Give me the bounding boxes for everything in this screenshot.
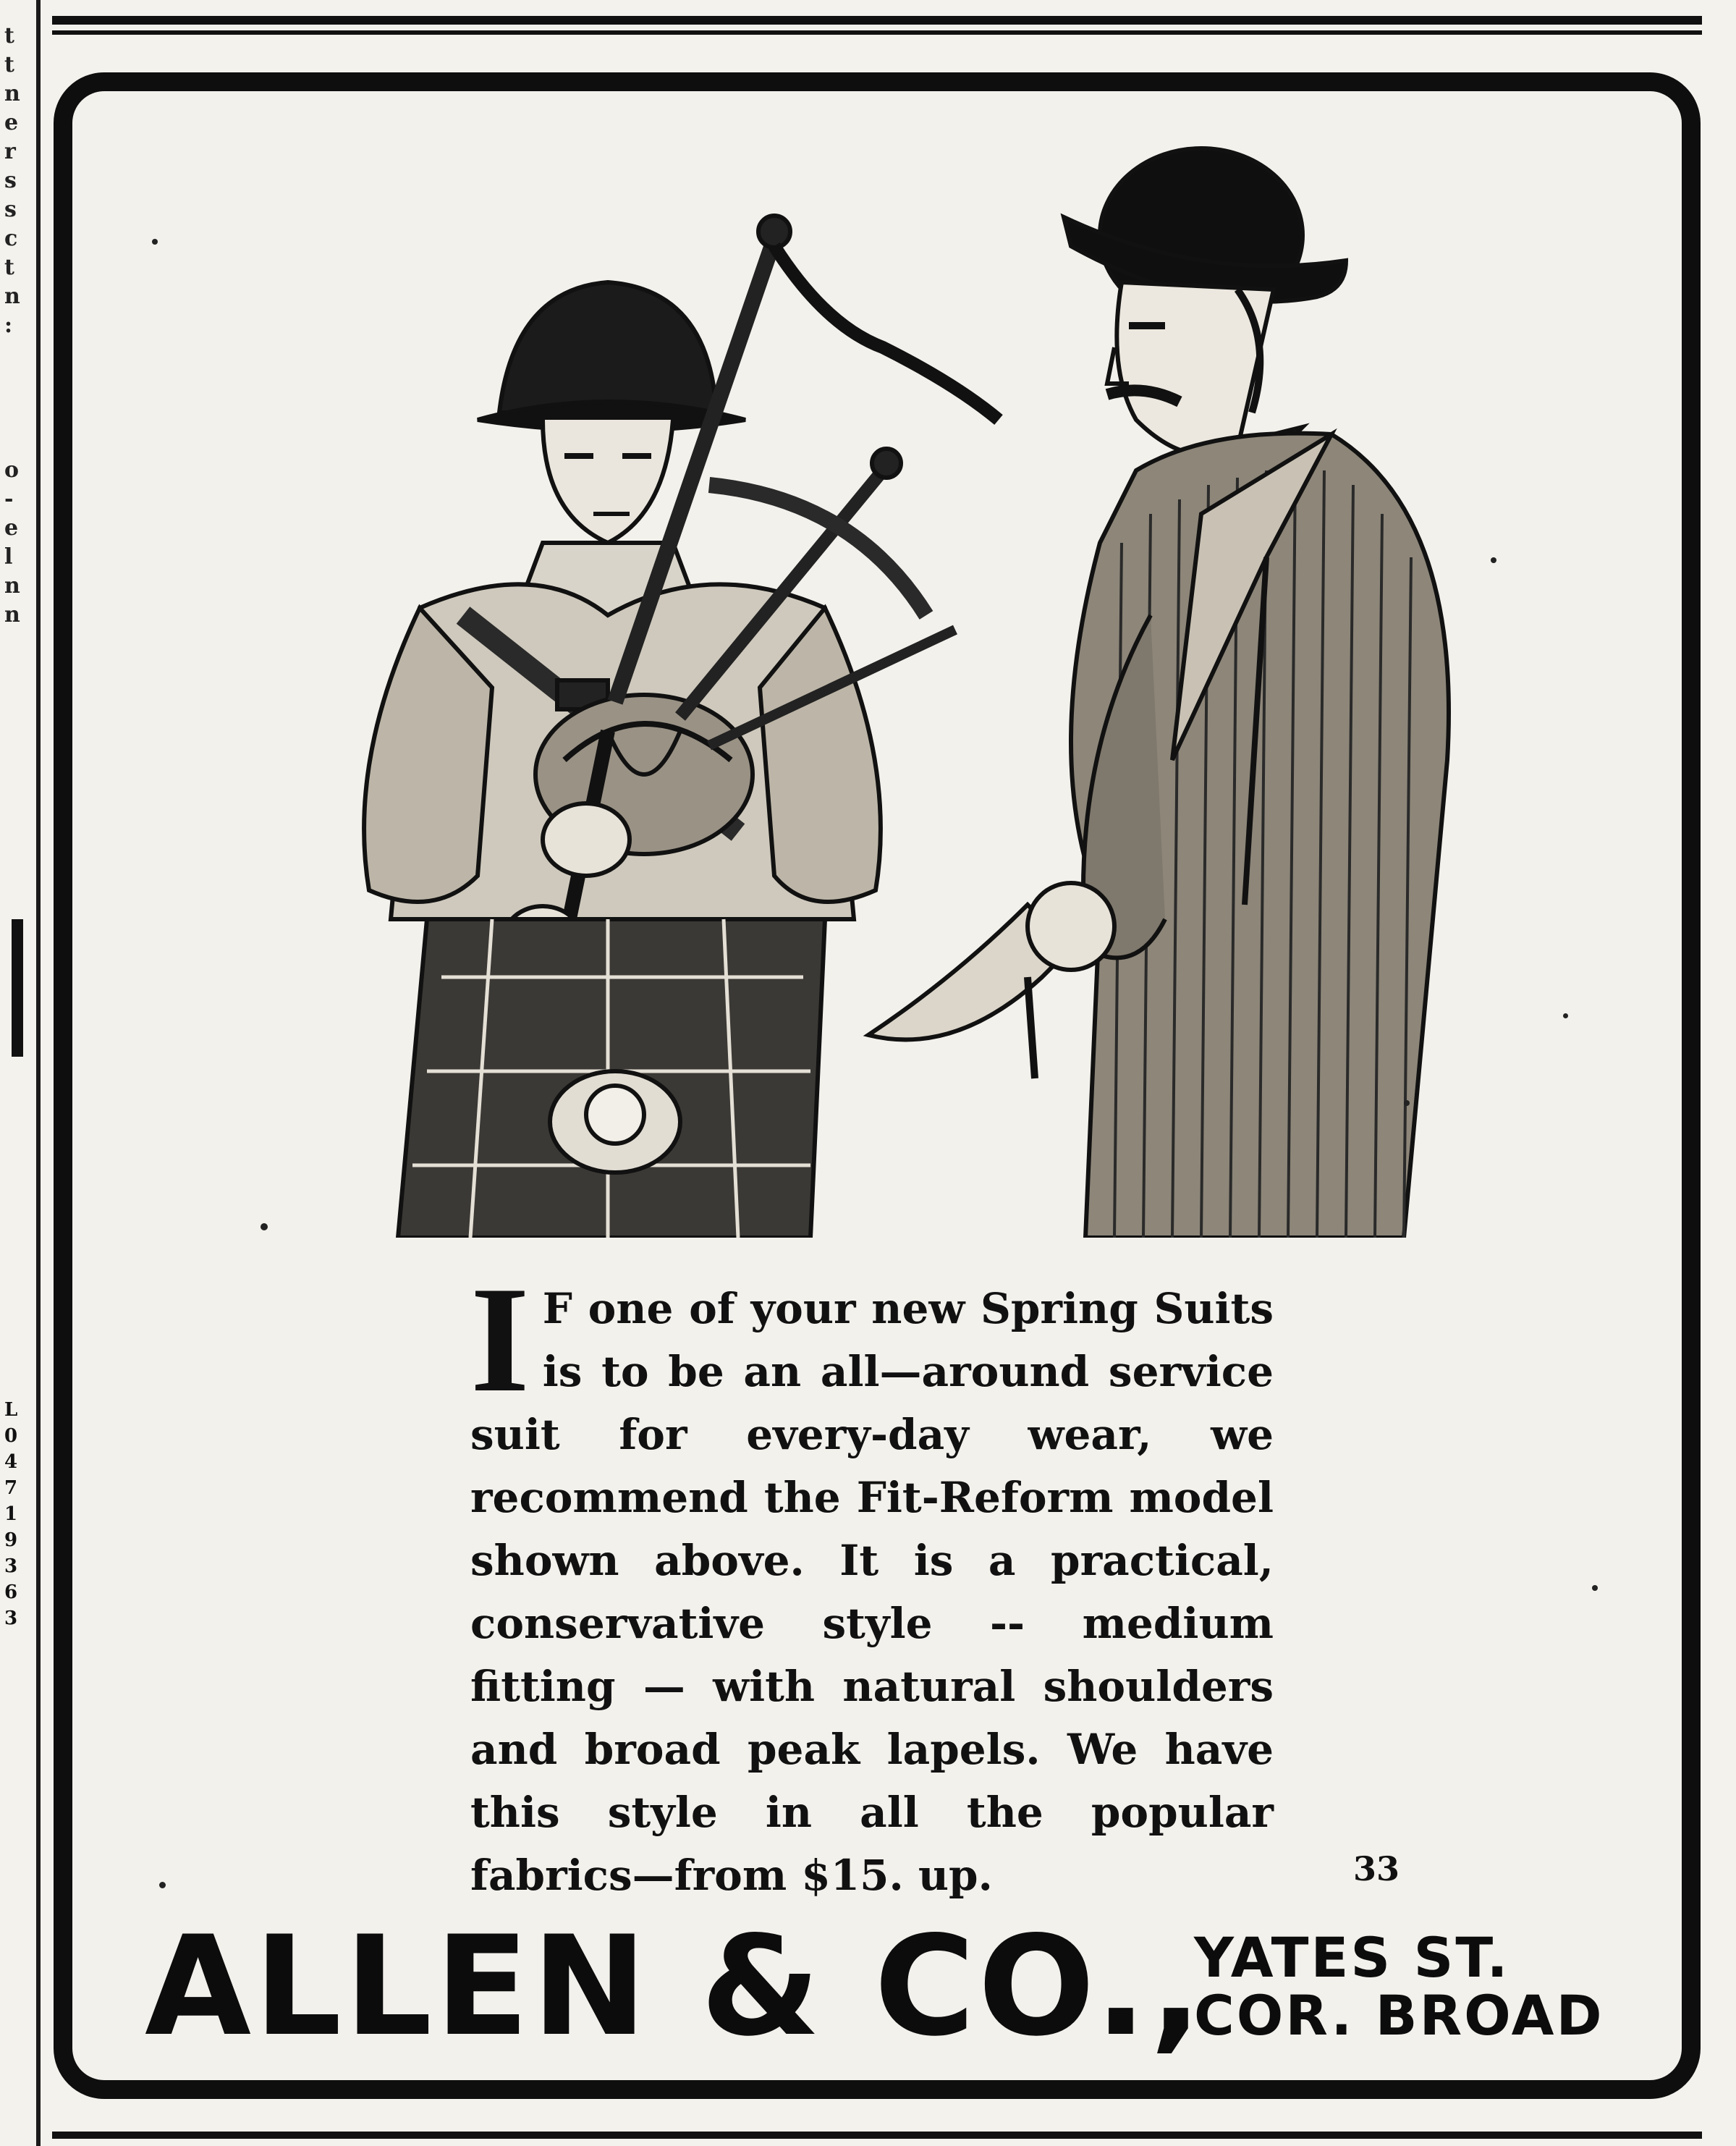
top-rule-thin xyxy=(52,30,1702,35)
margin-char: e xyxy=(4,110,19,135)
margin-char: s xyxy=(4,168,17,193)
adjacent-column-text xyxy=(4,22,30,630)
drop-cap: I xyxy=(470,1256,530,1424)
margin-char: t xyxy=(4,23,14,48)
piper-soldier-figure xyxy=(364,216,999,1238)
margin-char xyxy=(4,340,30,369)
print-speck xyxy=(152,239,158,245)
print-speck xyxy=(1563,1013,1568,1018)
margin-digit: L xyxy=(4,1399,18,1421)
margin-char: n xyxy=(4,284,20,309)
address-line-1: YATES ST. xyxy=(1194,1925,1510,1990)
margin-char xyxy=(4,427,30,456)
margin-char: l xyxy=(4,544,13,570)
margin-char: t xyxy=(4,255,14,280)
margin-char xyxy=(4,398,30,427)
margin-digit: 0 xyxy=(4,1425,18,1447)
margin-char: n xyxy=(4,573,20,599)
margin-digit: 1 xyxy=(4,1503,18,1525)
margin-char xyxy=(4,369,30,398)
margin-char: t xyxy=(4,52,14,77)
margin-digit: 9 xyxy=(4,1529,18,1551)
print-speck xyxy=(1404,1100,1410,1106)
brand-name: ALLEN & CO., xyxy=(145,1906,1206,2066)
ad-copy xyxy=(470,1256,1274,1907)
margin-char: - xyxy=(4,486,14,512)
print-speck xyxy=(1491,557,1496,563)
ad-illustration xyxy=(304,109,1462,1238)
adjacent-column-digits xyxy=(4,1397,30,1631)
gentleman-figure xyxy=(868,148,1449,1238)
ad-body-text: F one of your new Spring Suits is to be an all—around service suit for every-day wear, we recommend the Fit-Reform model shown above. It is a practical, conservative style -- medium fitting — with natural shoulders and broad peak lapels. We have this style in all the popular fabrics—from $15. up. xyxy=(470,1284,1274,1900)
margin-char: c xyxy=(4,226,18,251)
print-speck xyxy=(159,1882,166,1888)
column-rule xyxy=(36,0,41,2146)
margin-char: : xyxy=(4,313,13,338)
margin-digit: 3 xyxy=(4,1555,18,1577)
margin-char: e xyxy=(4,515,19,541)
top-rule xyxy=(52,16,1702,25)
margin-char: n xyxy=(4,602,20,628)
margin-char: n xyxy=(4,81,20,106)
print-speck xyxy=(1592,1585,1598,1591)
store-address xyxy=(1194,1925,1604,2048)
margin-digit: 4 xyxy=(4,1451,18,1473)
margin-digit: 7 xyxy=(4,1477,18,1499)
margin-digit: 3 xyxy=(4,1608,18,1629)
print-speck xyxy=(261,1223,268,1230)
margin-digit: 6 xyxy=(4,1581,18,1603)
margin-char: s xyxy=(4,197,17,222)
adjacent-column-mark xyxy=(12,919,23,1057)
bottom-rule xyxy=(52,2132,1702,2139)
ad-number: 33 xyxy=(1353,1849,1400,1888)
margin-char: r xyxy=(4,139,16,164)
address-line-2: COR. BROAD xyxy=(1194,1983,1604,2048)
margin-char: o xyxy=(4,457,20,483)
